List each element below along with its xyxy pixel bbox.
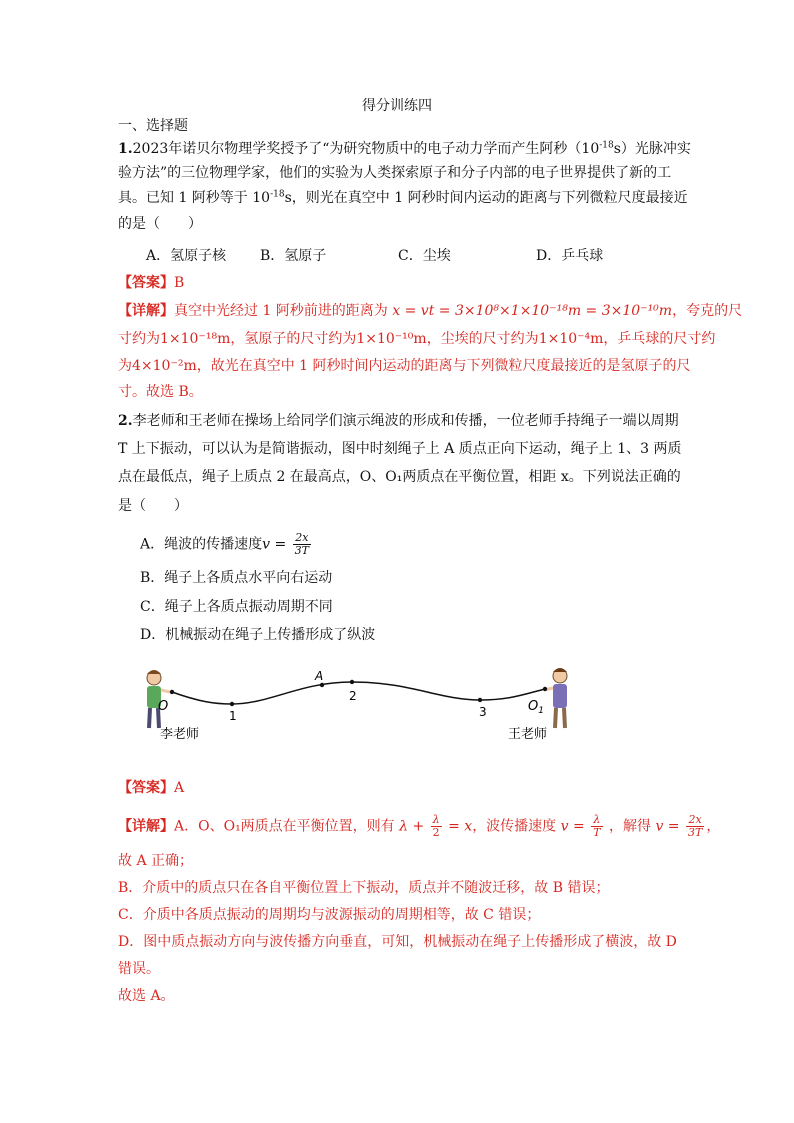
point-2	[350, 680, 354, 684]
label-2: 2	[349, 689, 357, 703]
q1-explain-4: 寸。故选 B。	[118, 384, 203, 400]
teacher-right-figure	[544, 668, 567, 728]
q1-explain-1: 【详解】真空中光经过 1 阿秒前进的距离为 x = vt = 3×10⁸×1×10⁻¹⁸m = 3×10⁻¹⁰m，夸克的尺	[118, 303, 743, 319]
q1-line-2: 验方法”的三位物理学家，他们的实验为人类探索原子和分子内部的电子世界提供了新的工	[118, 165, 672, 181]
q1-number: 1.	[118, 141, 133, 157]
q1-explain-2: 寸约为1×10⁻¹⁸m，氢原子的尺寸约为1×10⁻¹⁰m，尘埃的尺寸约为1×10⁻⁴m，乒乓球的尺寸约	[118, 331, 716, 347]
q2-answer: 【答案】A	[118, 780, 185, 796]
label-3: 3	[479, 705, 487, 719]
q1-line-4: 的是（ ）	[118, 216, 202, 232]
rope-wave-figure	[0, 660, 794, 760]
q2-explain-3: B．介质中的质点只在各自平衡位置上下振动，质点并不随波迁移，故 B 错误；	[118, 880, 610, 896]
label-teacher-right: 王老师	[508, 727, 548, 742]
q2-option-d: D．机械振动在绳子上传播形成了纵波	[140, 627, 376, 643]
q1-option-d: D．乒乓球	[536, 248, 604, 264]
point-a	[320, 683, 324, 687]
rope-wave	[172, 682, 545, 704]
label-a: A	[315, 669, 324, 683]
q2-number: 2.	[118, 413, 133, 429]
q2-explain-7: 故选 A。	[118, 988, 175, 1004]
q2-option-a: A．绳波的传播速度v = $\frac{2x}{3T}$	[140, 531, 310, 557]
q2-option-c: C．绳子上各质点振动周期不同	[140, 599, 333, 615]
label-1: 1	[229, 709, 237, 723]
q2-line-1: 2.李老师和王老师在操场上给同学们演示绳波的形成和传播，一位老师手持绳子一端以周期	[118, 413, 679, 429]
q2-explain-2: 故 A 正确；	[118, 853, 194, 869]
label-o1: $O_1$	[528, 699, 544, 716]
point-3	[478, 698, 482, 702]
point-1	[230, 702, 234, 706]
q2-line-3: 点在最低点，绳子上质点 2 在最高点，O、O₁两质点在平衡位置，相距 x。下列说法正确的	[118, 469, 681, 485]
q1-option-c: C．尘埃	[398, 248, 451, 264]
q1-option-a: A．氢原子核	[146, 248, 227, 264]
q1-option-b: B．氢原子	[260, 248, 327, 264]
q2-line-4: 是（ ）	[118, 498, 188, 514]
q2-explain-1: 【详解】A．O、O₁两质点在平衡位置，则有 λ + $\frac{\lambda}{2}$ = x，波传播速度 v = $\frac{\lambda}{T}$ ，解得 v = $\frac{2x}{3T}$ ，	[118, 813, 721, 839]
section-heading: 一、选择题	[118, 118, 188, 134]
q1-explain-3: 为4×10⁻²m，故光在真空中 1 阿秒时间内运动的距离与下列微粒尺度最接近的是氢原子的尺	[118, 358, 691, 374]
label-teacher-left: 李老师	[160, 727, 200, 742]
q2-option-b: B．绳子上各质点水平向右运动	[140, 570, 333, 586]
q1-answer: 【答案】B	[118, 275, 185, 291]
point-o	[170, 690, 174, 694]
q2-explain-6: 错误。	[118, 961, 160, 977]
page-title: 得分训练四	[362, 98, 432, 114]
q2-line-2: T 上下振动，可以认为是简谐振动，图中时刻绳子上 A 质点正向下运动，绳子上 1、3 两质	[118, 441, 682, 457]
q2-explain-5: D．图中质点振动方向与波传播方向垂直，可知，机械振动在绳子上传播形成了横波，故 D	[118, 934, 677, 950]
label-o: O	[158, 699, 169, 714]
point-o1	[543, 687, 547, 691]
q1-line-3: 具。已知 1 阿秒等于 $10^{-18}s$，则光在真空中 1 阿秒时间内运动的距离与下列微粒尺度最接近	[118, 189, 688, 206]
q2-explain-4: C．介质中各质点振动的周期均与波源振动的周期相等，故 C 错误；	[118, 907, 541, 923]
q1-line-1: 1.2023年诺贝尔物理学奖授予了“为研究物质中的电子动力学而产生阿秒$(10^{-18}s)$光脉冲实	[118, 140, 691, 157]
